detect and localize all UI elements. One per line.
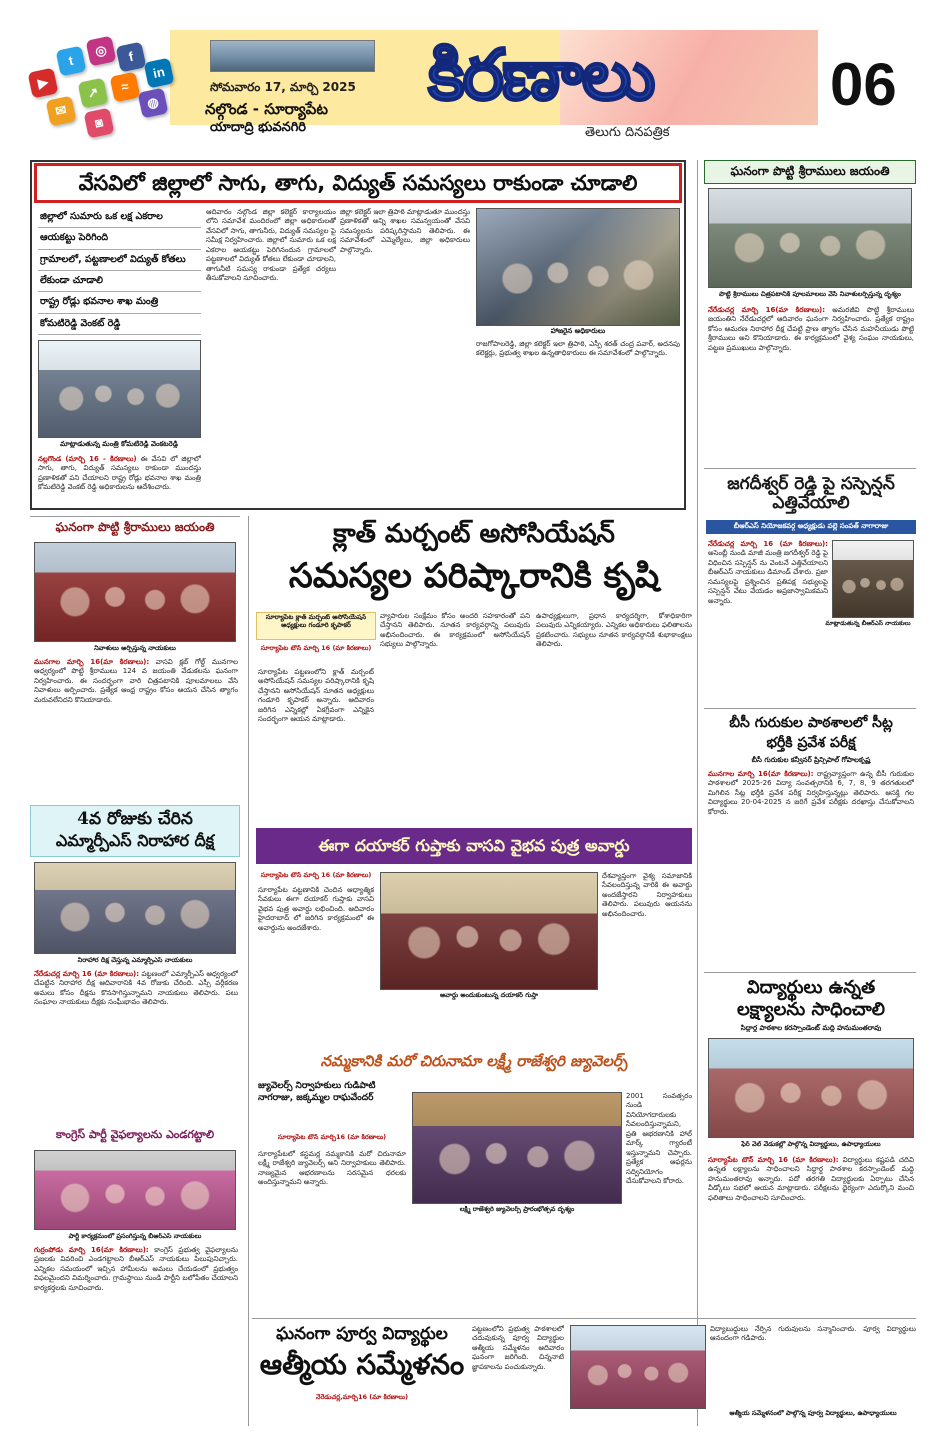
divider (704, 468, 916, 469)
award-caption: అవార్డు అందుకుంటున్న దయాకర్ గుప్తా (439, 992, 538, 999)
congress-caption: పార్టీ కార్యక్రమంలో ప్రసంగిస్తున్న బీఆర్ఎస్ నాయకులు (68, 1233, 202, 1240)
rss-icon: ≈ (110, 72, 141, 103)
award-photo (380, 872, 598, 990)
lead-body-col4: రాజగోపాలరెడ్డి, జిల్లా కలెక్టర్ ఇలా త్రిపాఠి, ఎస్పీ శరత్ చంద్ర పవార్, అదనపు కలెక్టర్లు, ప్రభుత్వ శాఖల ఉన్నతాధికారులు ఈ సమావేశంలో పాల్గొన్నారు. (476, 340, 680, 358)
divider (704, 972, 916, 973)
jayanthi-text: అమరజీవి పొట్టి శ్రీరాములు జయంతిని నేరేడుచర్లలో ఆదివారం ఘనంగా నిర్వహించారు. ప్రత్యేక రాష్ట్రం కోసం ఆమరణ నిరాహార దీక్ష చేపట్టి ప్రాణ త్యాగం చేసిన మహనీయుడు పొట్టి శ్రీరాములు అని కొనియాడారు. ఈ కార్యక్రమంలో వైశ్య సంఘం నాయకులు, పట్టణ ప్రముఖులు పాల్గొన్నారు. (708, 306, 914, 352)
deeksha-photo (34, 862, 236, 954)
suspension-dateline: నేరేడుచర్ల మార్చి 16 (మా కిరణాలు): (708, 540, 828, 548)
award-dateline: సూర్యాపేట టౌన్ మార్చి 16 (మా కిరణాలు) (260, 872, 372, 879)
suspension-body (708, 540, 828, 690)
cloth-headline-1: క్లాత్ మర్చంట్ అసోసియేషన్ (333, 519, 615, 549)
alumni-caption: ఆత్మీయ సమ్మేళనంలో పాల్గొన్న పూర్వ విద్యార్థులు, ఉపాధ్యాయులు (729, 1410, 897, 1417)
students-caption: ఫేర్ వెల్ వేడుకల్లో పాల్గొన్న విద్యార్థులు, ఉపాధ్యాయులు (741, 1141, 881, 1148)
deeksha-text: పట్టణంలో ఎమ్మార్పీఎస్ ఆధ్వర్యంలో చేపట్టిన నిరాహార దీక్ష ఆదివారానికి 4వ రోజుకు చేరింది. ఎస్సీ వర్గీకరణ అమలు కోసం దీక్షను కొనసాగిస్తున్నామని నాయకులు తెలిపారు. పలు సంఘాల నాయకులు దీక్షకు సంఘీభావం తెలిపారు. (34, 970, 238, 1007)
lead-body-col3: జిల్లా కలెక్టర్ ఇలా త్రిపాఠి మాట్లాడుతూ ముందస్తు ప్రణాళికతో అన్ని శాఖల సమన్వయంతో వేసవి సమస్యలను పరిష్కరిస్తామని తెలిపారు. ఈ సమావేశంలో ఎమ్మెల్యేలు, జిల్లా అధికారులు పాల్గొన్నారు. (340, 208, 470, 254)
jewel-body-col2: 2001 సంవత్సరం నుండి వినియోగదారులకు సేవలందిస్తున్నామని, ప్రతి ఆభరణానికి హాల్ మార్క్ గ్యారంటీ ఇస్తున్నామని చెప్పారు. ప్రత్యేక ఆఫర్లను సద్వినియోగం చేసుకోవాలని కోరారు. (626, 1092, 692, 1185)
jayanthi2-caption: నివాళులు అర్పిస్తున్న నాయకులు (94, 645, 176, 652)
column-divider (697, 160, 698, 1426)
students-text: విద్యార్థులు కష్టపడి చదివి ఉన్నత లక్ష్యాలను సాధించాలని సిద్దార్థ పాఠశాల కరస్పాండెంట్ మద్ది హనుమంతరావు అన్నారు. పదో తరగతి విద్యార్థులకు ఏర్పాటు చేసిన వీడ్కోలు సభలో ఆయన మాట్లాడారు. పరీక్షలను ధైర్యంగా ఎదుర్కొని మంచి ఫలితాలు సాధించాలని సూచించారు. (708, 1156, 914, 1202)
lead-photo-minister (38, 340, 201, 438)
gurukula-headline-1: బీసీ గురుకుల పాఠశాలలో సీట్ల (729, 715, 893, 731)
sub-point: జిల్లాలో సుమారు ఒక లక్ష ఎకరాల (38, 207, 201, 228)
suspension-photo-caption: మాట్లాడుతున్న బీఆర్ఎస్ నాయకులు (825, 620, 911, 627)
newspaper-title: కిరణాలు (428, 33, 654, 116)
issue-date: సోమవారం 17, మార్చి 2025 (210, 80, 356, 94)
lead-photo-officials (476, 208, 680, 326)
column-divider (248, 516, 249, 1426)
masthead-banner-image (210, 40, 375, 72)
jewel-photo (412, 1092, 622, 1204)
divider (30, 516, 240, 517)
camera-icon: ◙ (84, 108, 115, 139)
jayanthi-caption: పొట్టి శ్రీరాములు చిత్రపటానికి పూలమాలలు వేసి నివాళులర్పిస్తున్న దృశ్యం (719, 291, 901, 298)
deeksha-headline-1: 4వ రోజుకు చేరిన (77, 809, 193, 829)
lead-body-text: ఈ వేసవి లో జిల్లాలో సాగు, తాగు, విద్యుత్ సమస్యలు రాకుండా ముందస్తు ప్రణాళికతో పని చేయాలని రాష్ట్ర రోడ్లు భవనాల శాఖ మంత్రి కోమటిరెడ్డి వెంకట్ రెడ్డి అధికారులను ఆదేశించారు. (38, 455, 201, 492)
sub-point: రాష్ట్ర రోడ్లు భవనాల శాఖ మంత్రి (38, 292, 201, 313)
youtube-icon: ▶ (28, 68, 59, 99)
jayanthi-headline: ఘనంగా పొట్టి శ్రీరాములు జయంతి (730, 164, 890, 178)
social-logo-cluster (28, 30, 178, 150)
cloth-body-col2: వ్యాపారుల సంక్షేమం కోసం అందరి సహకారంతో పని చేస్తానని తెలిపారు. నూతన కార్యవర్గాన్ని పలువురు అభినందించారు. ఈ కార్యక్రమంలో అసోసియేషన్ సభ్యులు పాల్గొన్నారు. (380, 612, 530, 649)
divider (252, 1318, 916, 1319)
lead-body-col2: ఆదివారం నల్గొండ జిల్లా కలెక్టర్ కార్యాలయం లోని సమావేశ మందిరంలో జిల్లా అధికారులతో వేసవిలో సాగు, తాగునీరు, విద్యుత్ సమస్యల పై సమీక్ష నిర్వహించారు. జిల్లాలో సుమారు ఒక లక్ష ఎకరాల ఆయకట్టు పెరిగినందున గ్రామాలలో పట్టణాలలో విద్యుత్ కోతలు లేకుండా చూడాలని, తాగునీటి సమస్య రాకుండా ప్రత్యేక చర్యలు తీసుకోవాలని సూచించారు. (206, 208, 336, 283)
jayanthi-dateline: నేరేడుచర్ల మార్చి 16(మా కిరణాలు): (708, 306, 826, 314)
alumni-headline-1: ఘనంగా పూర్వ విద్యార్థుల (276, 1324, 448, 1344)
sub-point: ఆయకట్టు పెరిగింది (38, 228, 201, 249)
lead-body-col1 (38, 455, 201, 507)
deeksha-headline-2: ఎమ్మార్పీఎస్ నిరాహార దీక్ష (55, 831, 215, 850)
students-headline-1: విద్యార్థులు ఉన్నత (746, 977, 876, 998)
share-icon: ↗ (78, 78, 109, 109)
alumni-body-col1: పట్టణంలోని ప్రభుత్వ పాఠశాలలో చదువుకున్న పూర్వ విద్యార్థుల ఆత్మీయ సమ్మేళనం ఆదివారం ఘనంగా జరిగింది. చిన్ననాటి జ్ఞాపకాలను పంచుకున్నారు. (472, 1325, 564, 1371)
congress-text: కాంగ్రెస్ ప్రభుత్వ వైఫల్యాలను ప్రజలకు వివరించి ఎండగట్టాలని బీఆర్ఎస్ నాయకులు పిలుపునిచ్చారు. ఎన్నికల సమయంలో ఇచ్చిన హామీలను అమలు చేయడంలో ప్రభుత్వం విఫలమైందని విమర్శించారు. గ్రామస్థాయి నుండి పార్టీని బలోపేతం చేయాలని కార్యకర్తలకు సూచించారు. (34, 1246, 238, 1292)
award-headline: ఈగా దయాకర్ గుప్తాకు వాసవి వైభవ పుత్ర అవార్డు (256, 828, 692, 864)
award-body-col2: దేశవ్యాప్తంగా వైశ్య సమాజానికి సేవలందిస్తున్న వారికి ఈ అవార్డు అందజేస్తారని నిర్వాహకులు తెలిపారు. పలువురు ఆయనను అభినందించారు. (602, 872, 692, 918)
award-body-col1: సూర్యాపేట పట్టణానికి చెందిన ఆధ్యాత్మిక సేవకులు ఈగా దయాకర్ గుప్తాకు వాసవి వైభవ పుత్ర అవార్డు లభించింది. ఆదివారం హైదరాబాద్ లో జరిగిన కార్యక్రమంలో ఈ అవార్డును అందజేశారు. (258, 886, 374, 932)
alumni-dateline: నేరేడుచర్ల,మార్చి16 (మా కిరణాలు) (315, 1394, 409, 1401)
students-dateline: సూర్యాపేట టౌన్ మార్చి 16 (మా కిరణాలు): (708, 1156, 839, 1164)
linkedin-icon: in (144, 58, 175, 89)
congress-dateline: గుర్రంపోడు మార్చి 16(మా కిరణాలు): (34, 1246, 149, 1254)
congress-body (34, 1246, 238, 1426)
alumni-photo (570, 1325, 706, 1409)
deeksha-caption: నిరాహార దీక్ష చేస్తున్న ఎమ్మార్పీఎస్ నాయకులు (77, 957, 193, 964)
sub-point: గ్రామాలలో, పట్టణాలలో విద్యుత్ కోతలు (38, 250, 201, 271)
jayanthi2-headline: ఘనంగా పొట్టి శ్రీరాములు జయంతి (55, 520, 215, 534)
congress-photo (34, 1150, 236, 1230)
instagram-icon: ◎ (86, 36, 117, 67)
page-number: 06 (830, 51, 897, 118)
sub-point: లేకుండా చూడాలి (38, 271, 201, 292)
divider (704, 708, 916, 709)
students-body (708, 1156, 914, 1316)
gurukula-dateline: మునగాల మార్చి 16(మా కిరణాలు): (708, 770, 814, 778)
suspension-subhead: బీఆర్ఎస్ నియోజకవర్గ అధ్యక్షుడు వల్లె సంపత్ నాగారాజు (706, 520, 916, 534)
gurukula-subhead: బీసీ గురుకుల కన్వీనర్ ప్రిన్సిపాల్ గోపాలకృష్ణ (751, 756, 871, 764)
gurukula-headline-2: భర్తీకి ప్రవేశ పరీక్ష (766, 735, 856, 751)
lead-dateline: నల్లగొండ (మార్చి 16 - కిరణాలు) (38, 455, 137, 463)
cloth-headline-2: సమస్యల పరిష్కారానికి కృషి (288, 556, 660, 596)
lead-photo2-caption: హాజరైన అధికారులు (550, 327, 606, 335)
globe-icon: ◍ (138, 88, 169, 119)
students-photo (708, 1038, 914, 1138)
jewel-headline: నమ్మకానికి మరో చిరునామా లక్ష్మీ రాజేశ్వరి జ్యువెలర్స్ (320, 1052, 628, 1070)
lead-headline: వేసవిలో జిల్లాలో సాగు, తాగు, విద్యుత్ సమస్యలు రాకుండా చూడాలి (34, 163, 682, 203)
edition-districts-2: యాదాద్రి భువనగిరి (210, 120, 307, 135)
jayanthi2-photo (34, 542, 236, 642)
jayanthi-body (708, 306, 914, 464)
facebook-icon: f (116, 42, 147, 73)
jewel-caption: లక్ష్మీ రాజేశ్వరి జ్యువెలర్స్ ప్రారంభోత్సవ దృశ్యం (459, 1206, 575, 1213)
jayanthi2-dateline: మునగాల మార్చి 16(మా కిరణాలు): (34, 658, 150, 666)
jayanthi2-body (34, 658, 238, 798)
alumni-body-col2: విద్యాబుద్ధులు నేర్పిన గురువులను సన్మానించారు. పూర్వ విద్యార్థులు ఆనందంగా గడిపారు. (710, 1325, 916, 1343)
jayanthi2-text: వాసవి క్లబ్ గోల్డ్ మునగాల ఆధ్వర్యంలో పొట్టి శ్రీరాములు 124 వ జయంతి వేడుకలను ఘనంగా నిర్వహించారు. ఈ సందర్భంగా వారి చిత్రపటానికి పూలమాలలు వేసి నివాళులు అర్పించారు. ప్రత్యేక ఆంధ్ర రాష్ట్రం కోసం ఆయన చేసిన త్యాగం మరువలేనిదని కొనియాడారు. (34, 658, 238, 704)
alumni-headline-2: ఆత్మీయ సమ్మేళనం (259, 1348, 465, 1381)
cloth-body-col1: సూర్యాపేట పట్టణంలోని క్లాత్ మర్చంట్ అసోసియేషన్ సమస్యల పరిష్కారానికి కృషి చేస్తానని అసోసియేషన్ నూతన అధ్యక్షులు గండూరి కృపాకర్ అన్నారు. ఆదివారం జరిగిన ఎన్నికల్లో ఏకగ్రీవంగా ఎన్నికైన సందర్భంగా ఆయన మాట్లాడారు. (258, 668, 374, 724)
gurukula-body (708, 770, 914, 966)
jayanthi-photo (708, 188, 912, 288)
lead-sub-points (38, 207, 201, 335)
jewel-body-col1: సూర్యాపేటలో కస్టమర్ల నమ్మకానికి మరో చిరునామా లక్ష్మీ రాజేశ్వరి జ్యువెలర్స్ అని నిర్వాహకులు తెలిపారు. నాణ్యమైన ఆభరణాలను సరసమైన ధరలకు అందిస్తున్నామని అన్నారు. (258, 1150, 406, 1187)
congress-headline: కాంగ్రెస్ పార్టీ వైఫల్యాలను ఎండగట్టాలి (55, 1128, 215, 1141)
cloth-body-col3: ఉపాధ్యక్షులుగా, ప్రధాన కార్యదర్శిగా, కోశాధికారిగా పలువురు ఎన్నికయ్యారు. ఎన్నికల అధికారులు ఫలితాలను ప్రకటించారు. సభ్యులు నూతన కార్యవర్గానికి శుభాకాంక్షలు తెలిపారు. (536, 612, 692, 649)
jewel-subhead: జ్యువెలర్స్ నిర్వాహకులు గుడిపాటి నాగరాజు, జక్కమ్మల రాఘవేందర్ (258, 1081, 376, 1104)
sub-point: కోమటిరెడ్డి వెంకట్ రెడ్డి (38, 314, 201, 335)
deeksha-dateline: నేరేడుచర్ల మార్చి 16 (మా కిరణాలు): (34, 970, 140, 978)
lead-photo1-caption: మాట్లాడుతున్న మంత్రి కోమటిరెడ్డి వెంకటరెడ్డి (60, 440, 178, 448)
gurukula-text: రాష్ట్రవ్యాప్తంగా ఉన్న బీసీ గురుకుల పాఠశాలలో 2025-26 విద్యా సంవత్సరానికి 6, 7, 8, 9 తరగతులలో మిగిలిన సీట్ల భర్తీకి ప్రవేశ పరీక్ష నిర్వహిస్తున్నట్లు తెలిపారు. ఆసక్తి గల విద్యార్థులు 20-04-2025 న జరిగే ప్రవేశ పరీక్షకు దరఖాస్తు చేసుకోవాలని కోరారు. (708, 770, 914, 816)
newspaper-tagline: తెలుగు దినపత్రిక (585, 125, 670, 140)
cloth-dateline: సూర్యాపేట టౌన్ మార్చి 16 (మా కిరణాలు) (260, 645, 372, 652)
deeksha-body (34, 970, 238, 1120)
twitter-icon: t (56, 46, 87, 77)
suspension-headline: జగదీశ్వర్ రెడ్డి పై సస్పెన్షన్ ఎత్తివేయాలి (727, 474, 895, 513)
edition-districts: నల్గొండ - సూర్యాపేట (205, 100, 328, 118)
chat-icon: ✉ (46, 96, 77, 127)
cloth-subhead: సూర్యాపేట క్లాత్ మర్చంట్ అసోసియేషన్ అధ్యక్షులు గండూరి కృపాకర్ (265, 614, 367, 629)
students-headline-2: లక్ష్యాలను సాధించాలి (737, 999, 885, 1020)
suspension-text: అసెంబ్లీ నుండి మాజీ మంత్రి జగదీశ్వర్ రెడ్డి పై విధించిన సస్పెన్షన్ ను వెంటనే ఎత్తివేయాలని బీఆర్ఎస్ నాయకులు డిమాండ్ చేశారు. ప్రజా సమస్యలపై ప్రశ్నించిన ప్రతిపక్ష సభ్యులపై సస్పెన్షన్ వేటు వేయడం అప్రజాస్వామికమని అన్నారు. (708, 549, 828, 605)
suspension-photo (832, 540, 914, 618)
jewel-dateline: సూర్యాపేట టౌన్ మార్చి16 (మా కిరణాలు) (277, 1134, 387, 1141)
students-subhead: సిద్దార్థ పాఠశాల కరస్పాండెంట్ మద్ది హనుమంతరావు (740, 1024, 882, 1032)
